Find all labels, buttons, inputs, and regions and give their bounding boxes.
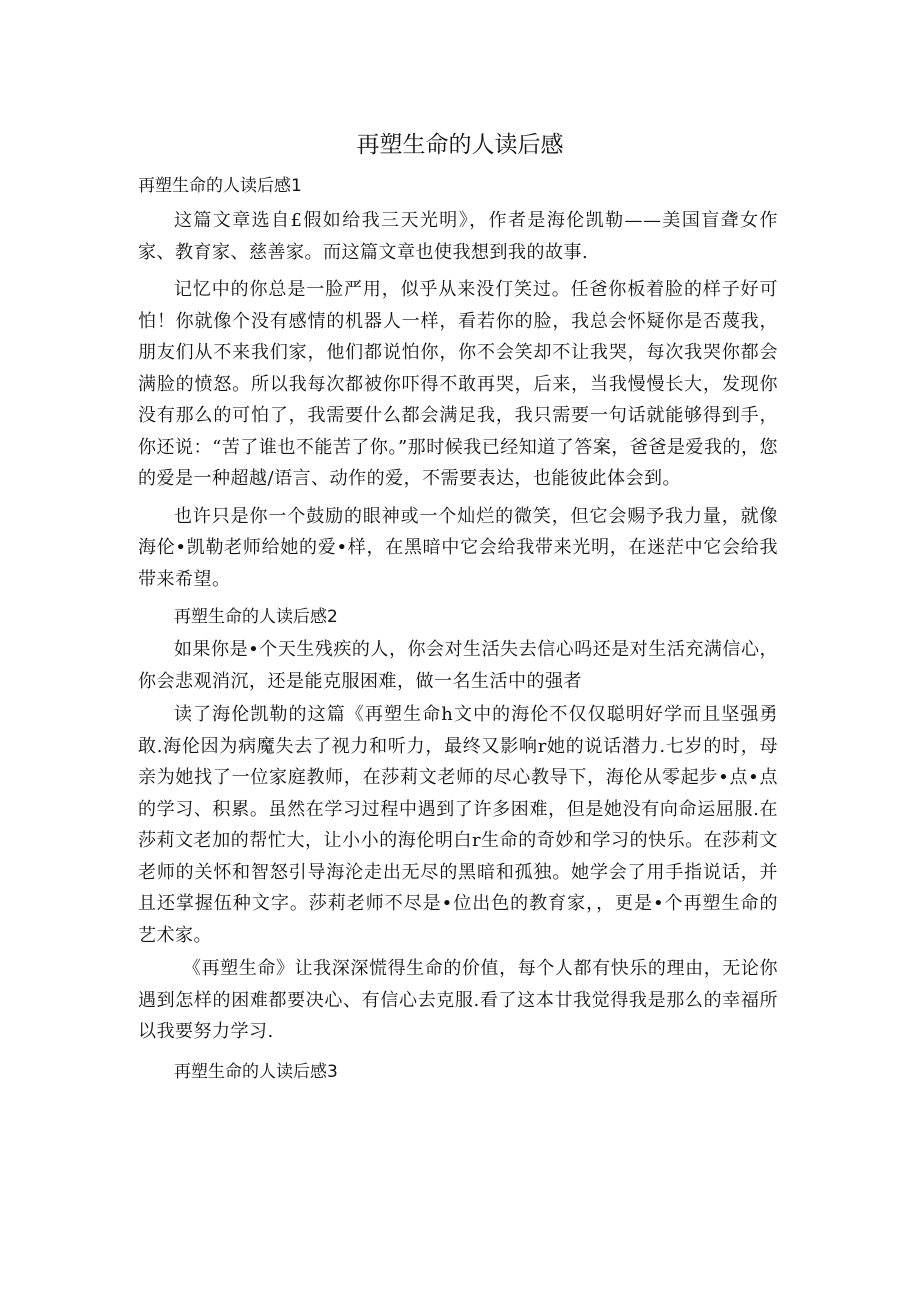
paragraph: 如果你是•个天生残疾的人，你会对生活失去信心吗还是对生活充满信心，你会悲观消沉，还是能克服困难，做一名生活中的强者 — [138, 639, 778, 692]
paragraph: 也许只是你一个鼓励的眼神或一个灿烂的微笑，但它会赐予我力量，就像海伦•凯勒老师给她的爱•样，在黑暗中它会给我带来光明，在迷茫中它会给我带来希望。 — [138, 505, 778, 590]
document-body — [138, 170, 778, 1089]
document-title: 再塑生命的人读后感 — [356, 132, 564, 158]
paragraph: 读了海伦凯勒的这篇《再塑生命h文中的海伦不仅仅聪明好学而且坚强勇敢.海伦因为病魔失去了视力和听力，最终又影响r她的说话潜力.七岁的时，母亲为她找了一位家庭教师，在莎莉文老师的尽心教导下，海伦从零起步•点•点的学习、积累。虽然在学习过程中遇到了许多困难，但是她没有向命运屈服.在莎莉文老加的帮忙大，让小小的海伦明白r生命的奇妙和学习的快乐。在莎莉文老师的关怀和智怒引导海沦走出无尽的黑暗和孤独。她学会了用手指说话，并且还掌握伍种文字。莎莉老师不尽是•位出色的教育家，，更是•个再塑生命的艺术家。 — [138, 704, 778, 946]
paragraph: 记忆中的你总是一脸严用，似乎从来没仃笑过。任爸你板着脸的样子好可怕！你就像个没有感情的机器人一样，看若你的脸，我总会怀疑你是否蔑我，朋友们从不来我们家，他们都说怕你，你不会笑却不让我哭，每次我哭你都会满脸的愤怒。所以我每次都被你吓得不敢再哭，后来，当我慢慢长大，发现你没有那么的可怕了，我需要什么都会满足我，我只需要一句话就能够得到手，你还说：“苦了谁也不能苦了你。”那时候我已经知道了答案，爸爸是爱我的，您的爱是一种超越/语言、动作的爱，不需要表达，也能彼此体会到。 — [138, 279, 778, 489]
section-heading-1: 再塑生命的人读后感1 — [138, 176, 302, 196]
section-heading-2: 再塑生命的人读后感2 — [174, 607, 338, 627]
paragraph: 《再塑生命》让我深深慌得生命的价值，每个人都有快乐的理由，无论你遇到怎样的困难都要决心、有信心去克服.看了这本廿我觉得我是那么的幸福所以我要努力学习. — [138, 958, 778, 1042]
section-heading-3: 再塑生命的人读后感3 — [174, 1061, 338, 1082]
paragraph: 这篇文章选自£假如给我三天光明》，作者是海伦凯勒——美国盲聋女作家、教育家、慈善家。而这篇文章也使我想到我的故事. — [138, 210, 778, 263]
